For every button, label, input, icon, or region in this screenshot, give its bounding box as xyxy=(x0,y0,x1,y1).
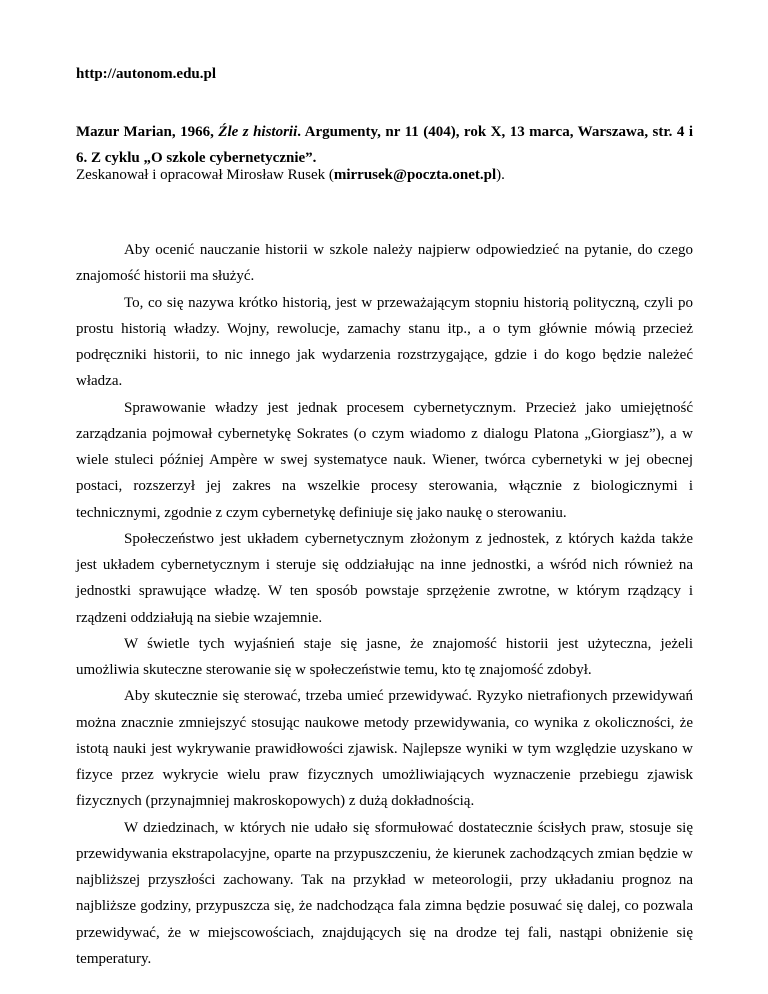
article-body xyxy=(76,237,693,972)
contact-email[interactable]: mirrusek@poczta.onet.pl xyxy=(333,167,497,183)
scan-credit-suffix: ). xyxy=(496,167,505,183)
paragraph: Aby ocenić nauczanie historii w szkole należy najpierw odpowiedzieć na pytanie, do czego znajomość historii ma służyć. xyxy=(76,242,693,285)
scan-credit xyxy=(76,162,505,188)
paragraph: Sprawowanie władzy jest jednak procesem cybernetycznym. Przecież jako umiejętność zarządzania pojmował cybernetykę Sokrates (o czym wiadomo z dialogu Platona „Giorgiasz”), a w wiele stuleci później Ampère w swej systematyce nauk. Wiener, twórca cybernetyki w jej obecnej postaci, rozszerzył jej zakres na wszelkie procesy sterowania, włącznie z biologicznymi i technicznymi, zgodnie z czym cybernetykę definiuje się jako naukę o sterowaniu. xyxy=(76,399,693,521)
citation-details: . Argumenty, nr 11 (404), rok X, 13 marca, Warszawa, str. 4 i 6. Z cyklu „O szkole cybernetycznie”. xyxy=(76,124,694,166)
scan-credit-prefix: Zeskanował i opracował Mirosław Rusek ( xyxy=(76,167,334,183)
citation-authors: Mazur Marian, 1966, xyxy=(76,124,219,140)
source-url[interactable]: http://autonom.edu.pl xyxy=(76,66,217,82)
paragraph: Aby skutecznie się sterować, trzeba umieć przewidywać. Ryzyko nietrafionych przewidywań można znacznie zmniejszyć stosując naukowe metody przewidywania, co wynika z okoliczności, że istotą nauki jest wykrywanie prawidłowości zjawisk. Najlepsze wyniki w tym względzie uzyskano w fizyce przez wykrycie wielu praw fizycznych umożliwiających wyznaczenie przebiegu zjawisk fizycznych (przynajmniej makroskopowych) z dużą dokładnością. xyxy=(76,688,693,810)
paragraph: W świetle tych wyjaśnień staje się jasne, że znajomość historii jest użyteczna, jeżeli umożliwia skuteczne sterowanie się w społeczeństwie temu, kto tę znajomość zdobył. xyxy=(76,635,693,678)
paragraph: W dziedzinach, w których nie udało się sformułować dostatecznie ścisłych praw, stosuje się przewidywania ekstrapolacyjne, oparte na przypuszczeniu, że kierunek zachodzących zmian będzie w najbliższej przyszłości zachowany. Tak na przykład w meteorologii, przy układaniu prognoz na najbliższe godziny, przypuszcza się, że nadchodząca fala zimna będzie posuwać się dalej, co pozwala przewidywać, że w miejscowościach, znajdujących się na drodze tej fali, nastąpi obniżenie się temperatury. xyxy=(76,819,693,967)
paragraph: To, co się nazywa krótko historią, jest w przeważającym stopniu historią polityczną, czyli po prostu historią władzy. Wojny, rewolucje, zamachy stanu itp., a o tym głównie mówią przecież podręczniki historii, to nic innego jak wydarzenia rozstrzygające, gdzie i do kogo będzie należeć władza. xyxy=(76,294,693,390)
paragraph: Społeczeństwo jest układem cybernetycznym złożonym z jednostek, z których każda także jest układem cybernetycznym i steruje się oddziałując na inne jednostki, a wśród nich również na jednostki sprawujące władzę. W ten sposób powstaje sprzężenie zwrotne, w którym rządzący i rządzeni oddziałują na siebie wzajemnie. xyxy=(76,530,693,626)
citation-title: Źle z historii xyxy=(218,124,298,140)
